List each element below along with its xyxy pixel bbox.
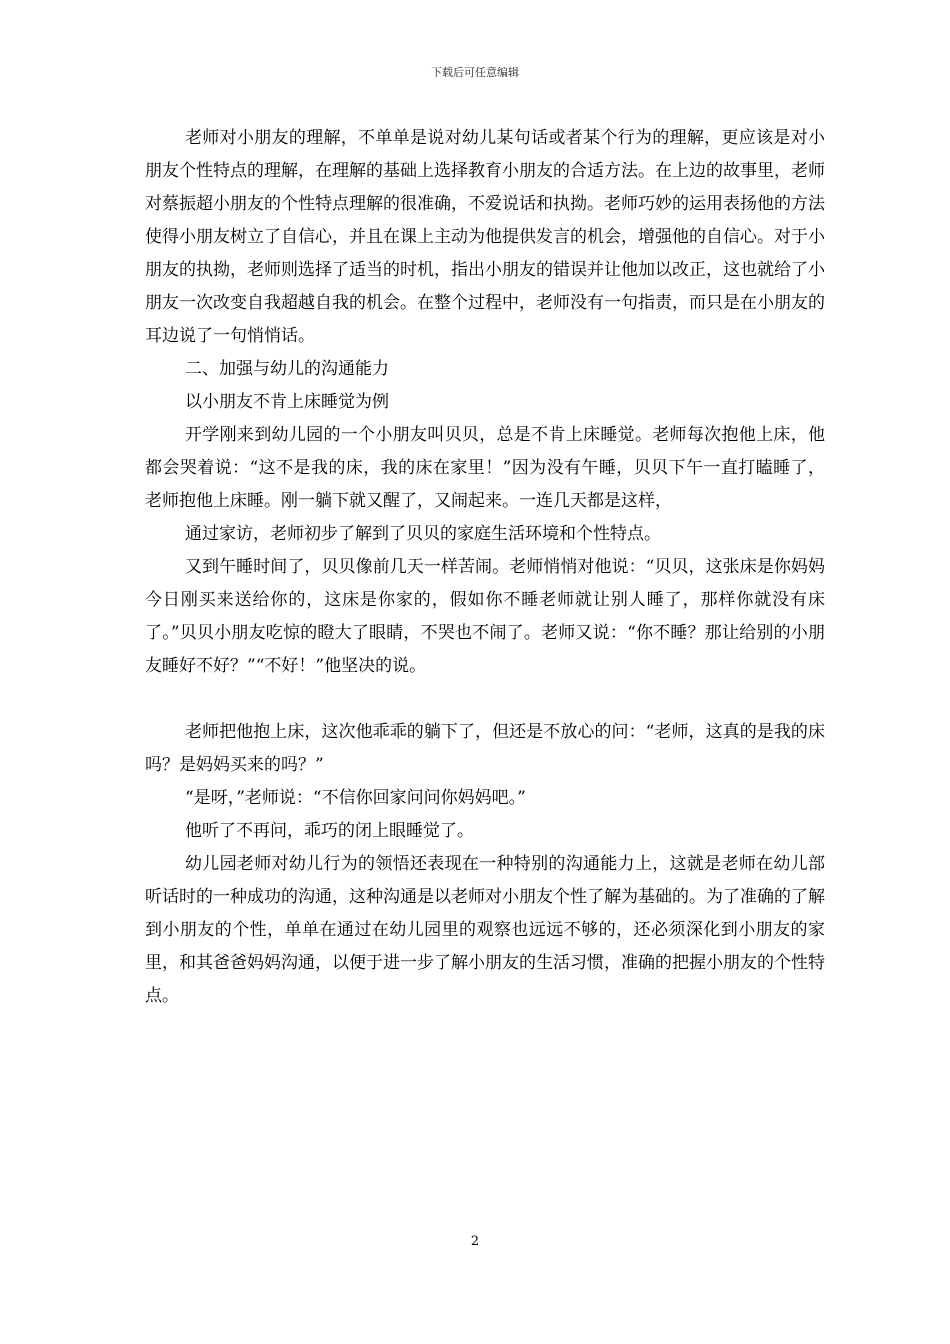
paragraph-communication: 幼儿园老师对幼儿行为的领悟还表现在一种特别的沟通能力上，这就是老师在幼儿部听话时的一种成功的沟通，这种沟通是以老师对小朋友个性了解为基础的。为了准确的了解到小朋友的个性，单单在通过在幼儿园里的观察也远远不够的，还必须深化到小朋友的家里，和其爸爸妈妈沟通，以便于进一步了解小朋友的生活习惯，准确的把握小朋友的个性特点。 [145,854,825,1006]
section-heading: 二、加强与幼儿的沟通能力 [185,359,389,379]
document-body [145,122,825,1013]
paragraph-falls-asleep: 他听了不再问，乖巧的闭上眼睡觉了。 [185,821,474,841]
page-number: 2 [470,1234,480,1249]
paragraph-home-visit: 通过家访，老师初步了解到了贝贝的家庭生活环境和个性特点。 [185,524,661,544]
page-header: 下载后可任意编辑 [431,66,519,79]
paragraph-naptime: 又到午睡时间了，贝贝像前几天一样苦闹。老师悄悄对他说：“贝贝，这张床是你妈妈今日刚买来送给你的，这床是你家的，假如你不睡老师就让别人睡了，那样你就没有床了。”贝贝小朋友吃惊的瞪大了眼睛，不哭也不闹了。老师又说：“你不睡？那让给别的小朋友睡好不好？”“不好！”他坚决的说。 [145,557,825,676]
example-heading: 以小朋友不肯上床睡觉为例 [185,392,389,412]
paragraph-teacher-reply: “是呀，”老师说：“不信你回家问问你妈妈吧。” [185,788,526,808]
paragraph-story-intro: 开学刚来到幼儿园的一个小朋友叫贝贝，总是不肯上床睡觉。老师每次抱他上床，他都会哭着说：“这不是我的床，我的床在家里！”因为没有午睡，贝贝下午一直打瞌睡了，老师抱他上床睡。刚一躺下就又醒了，又闹起来。一连几天都是这样， [145,425,825,511]
paragraph-understanding: 老师对小朋友的理解，不单单是说对幼儿某句话或者某个行为的理解，更应该是对小朋友个性特点的理解，在理解的基础上选择教育小朋友的合适方法。在上边的故事里，老师对蔡振超小朋友的个性特点理解的很准确，不爱说话和执拗。老师巧妙的运用表扬他的方法使得小朋友树立了自信心，并且在课上主动为他提供发言的机会，增强他的自信心。对于小朋友的执拗，老师则选择了适当的时机，指出小朋友的错误并让他加以改正，这也就给了小朋友一次改变自我超越自我的机会。在整个过程中，老师没有一句指责，而只是在小朋友的耳边说了一句悄悄话。 [145,128,825,346]
paragraph-lies-down: 老师把他抱上床，这次他乖乖的躺下了，但还是不放心的问：“老师，这真的是我的床吗？是妈妈买来的吗？” [145,722,825,775]
